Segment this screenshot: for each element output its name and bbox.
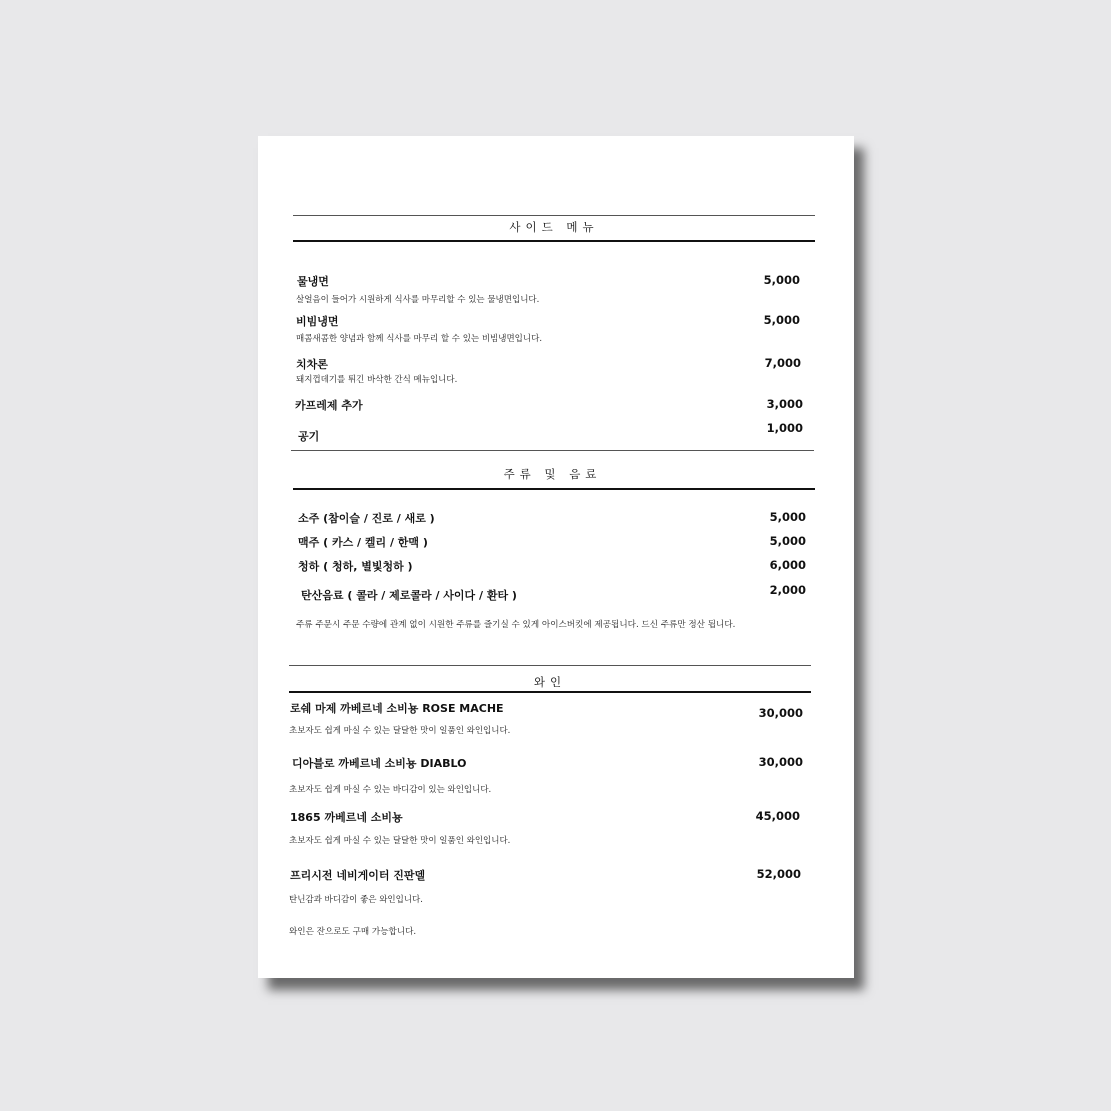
menu-item-price: 30,000 (758, 706, 803, 720)
menu-item-name: 탄산음료 ( 콜라 / 제로콜라 / 사이다 / 환타 ) (301, 589, 517, 602)
menu-item-name: 공기 (298, 430, 320, 443)
menu-item-price: 52,000 (756, 867, 801, 881)
menu-item-name: 1865 까베르네 소비뇽 (290, 811, 403, 824)
section-top-rule (293, 215, 815, 216)
section-bottom-rule (293, 488, 815, 490)
menu-page (258, 136, 854, 978)
drinks-note: 주류 주문시 주문 수량에 관계 없이 시원한 주류를 즐기실 수 있게 아이스버킷에 제공됩니다. 드신 주류만 정산 됩니다. (296, 620, 736, 630)
section-bottom-rule (289, 691, 811, 693)
menu-item-price: 6,000 (769, 558, 806, 572)
section-top-rule (291, 450, 814, 451)
menu-item-name: 맥주 ( 카스 / 켈리 / 한맥 ) (298, 536, 428, 549)
menu-item-price: 5,000 (769, 534, 806, 548)
menu-item-desc: 초보자도 쉽게 마실 수 있는 바디감이 있는 와인입니다. (289, 785, 492, 795)
section-bottom-rule (293, 240, 815, 242)
menu-item-name: 디아블로 까베르네 소비뇽 DIABLO (292, 757, 467, 770)
menu-item-price: 5,000 (769, 510, 806, 524)
menu-item-desc: 탄닌감과 바디감이 좋은 와인입니다. (289, 895, 423, 905)
menu-item-name: 청하 ( 청하, 별빛청하 ) (298, 560, 413, 573)
menu-item-name: 물냉면 (297, 275, 329, 288)
section-title-wine: 와인 (533, 675, 567, 689)
menu-item-price: 45,000 (755, 809, 800, 823)
menu-item-desc: 초보자도 쉽게 마실 수 있는 달달한 맛이 일품인 와인입니다. (289, 836, 511, 846)
menu-item-name: 카프레제 추가 (295, 399, 363, 412)
menu-item-name: 프리시전 네비게이터 진판델 (290, 869, 426, 882)
menu-item-name: 로쉐 마제 까베르네 소비뇽 ROSE MACHE (290, 702, 504, 715)
wine-note: 와인은 잔으로도 구매 가능합니다. (289, 927, 417, 937)
menu-item-desc: 초보자도 쉽게 마실 수 있는 달달한 맛이 일품인 와인입니다. (289, 726, 511, 736)
menu-item-desc: 돼지껍데기를 튀긴 바삭한 간식 메뉴입니다. (296, 375, 458, 385)
menu-item-price: 2,000 (769, 583, 806, 597)
menu-item-price: 1,000 (766, 421, 803, 435)
menu-item-price: 5,000 (763, 273, 800, 287)
menu-item-name: 비빔냉면 (296, 315, 339, 328)
section-title-side: 사이드 메뉴 (509, 220, 599, 234)
menu-item-price: 7,000 (764, 356, 801, 370)
menu-item-price: 30,000 (758, 755, 803, 769)
menu-item-desc: 살얼음이 들어가 시원하게 식사를 마무리할 수 있는 물냉면입니다. (296, 295, 540, 305)
menu-item-price: 3,000 (766, 397, 803, 411)
section-title-drinks: 주류 및 음료 (503, 467, 602, 481)
menu-item-desc: 매콤새콤한 양념과 함께 식사를 마무리 할 수 있는 비빔냉면입니다. (296, 334, 543, 344)
section-top-rule (289, 665, 811, 666)
menu-item-name: 치차론 (296, 358, 328, 371)
menu-item-price: 5,000 (763, 313, 800, 327)
menu-item-name: 소주 (참이슬 / 진로 / 새로 ) (298, 512, 435, 525)
